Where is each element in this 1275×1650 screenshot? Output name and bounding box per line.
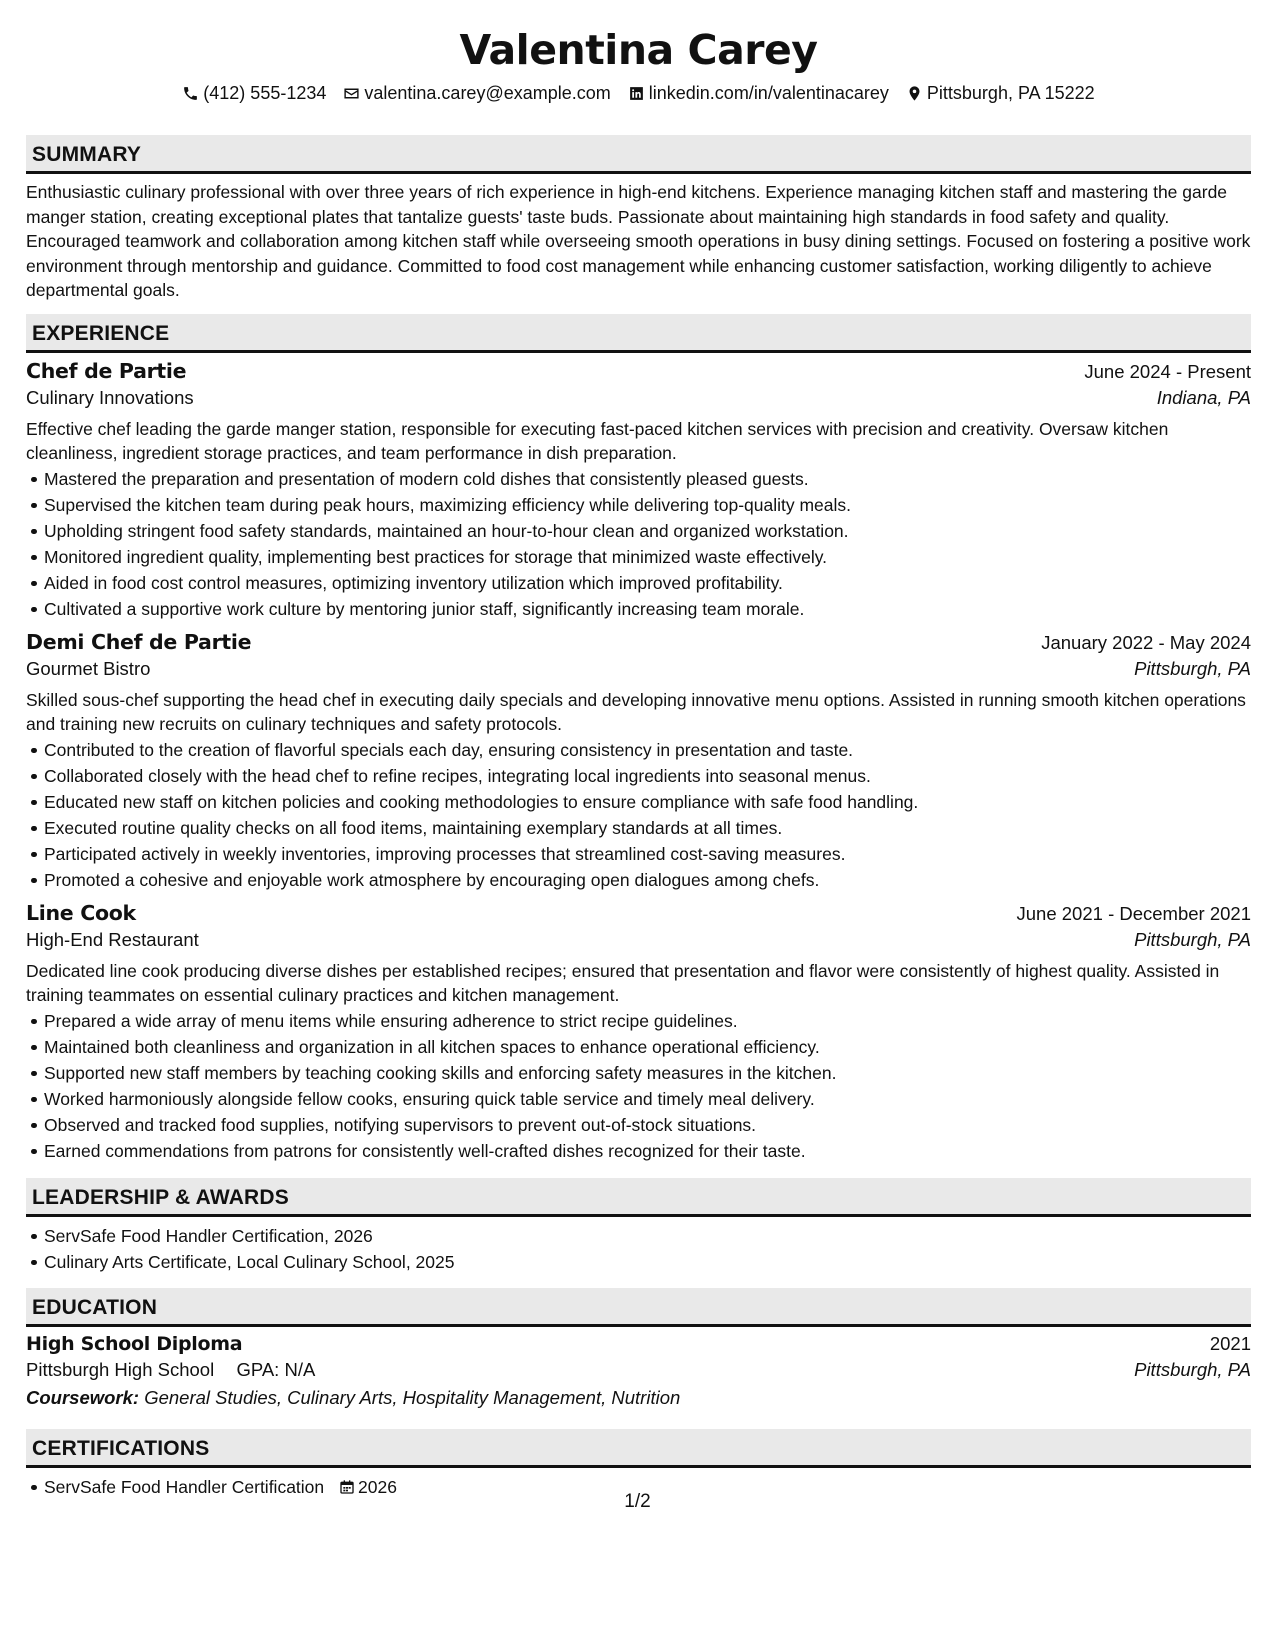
job-bullets — [26, 737, 1251, 893]
list-item: Educated new staff on kitchen policies and cooking methodologies to ensure compliance with safe food handling. — [26, 789, 1251, 815]
map-pin-icon — [906, 85, 923, 102]
list-item: Culinary Arts Certificate, Local Culinary School, 2025 — [26, 1249, 1251, 1275]
contact-bar — [26, 81, 1251, 105]
job-title: Line Cook — [26, 900, 136, 925]
phone-icon — [182, 85, 199, 102]
contact-phone — [182, 83, 326, 104]
job-bullets — [26, 466, 1251, 622]
job-date: June 2024 - Present — [1084, 360, 1251, 382]
job-entry — [26, 901, 1251, 1164]
page-number: 1/2 — [624, 1491, 651, 1512]
job-header — [26, 359, 1251, 383]
experience-heading: EXPERIENCE — [26, 314, 1251, 353]
job-description: Effective chef leading the garde manger station, responsible for executing fast-paced kitchen services with precision and creativity. Oversaw kitchen cleanliness, ingredient storage practices, and team performance in dish preparation. — [26, 418, 1169, 463]
list-item: Upholding stringent food safety standards, maintained an hour-to-hour clean and organized workstation. — [26, 518, 1251, 544]
job-location: Indiana, PA — [1156, 386, 1251, 408]
phone-text: (412) 555-1234 — [203, 82, 327, 103]
contact-linkedin[interactable] — [628, 83, 889, 104]
list-item: ServSafe Food Handler Certification, 2026 — [26, 1223, 1251, 1249]
summary-heading: SUMMARY — [26, 135, 1251, 174]
job-header — [26, 630, 1251, 654]
job-subheader — [26, 929, 1251, 951]
job-description: Skilled sous-chef supporting the head chef in executing daily specials and developing innovative menu options. Assisted in running smooth kitchen operations and training new recruits on culinary techniques and safety protocols. — [26, 689, 1246, 734]
job-date: June 2021 - December 2021 — [1016, 902, 1251, 924]
job-bullets — [26, 1008, 1251, 1164]
education-header — [26, 1333, 1251, 1355]
job-subheader — [26, 658, 1251, 680]
job-header — [26, 901, 1251, 925]
email-text[interactable]: valentina.carey@example.com — [364, 82, 611, 103]
job-description: Dedicated line cook producing diverse dishes per established recipes; ensured that presentation and flavor were consistently of highest quality. Assisted in training teammates on essential culinary practices and kitchen management. — [26, 960, 1220, 1005]
school-line — [26, 1359, 315, 1381]
awards-list — [26, 1223, 1251, 1275]
list-item: Cultivated a supportive work culture by mentoring junior staff, significantly increasing team morale. — [26, 596, 1251, 622]
list-item: Observed and tracked food supplies, notifying supervisors to prevent out-of-stock situations. — [26, 1112, 1251, 1138]
job-date: January 2022 - May 2024 — [1041, 631, 1251, 653]
linkedin-icon — [628, 85, 645, 102]
list-item: Prepared a wide array of menu items while ensuring adherence to strict recipe guidelines. — [26, 1008, 1251, 1034]
coursework-label: Coursework: — [26, 1386, 140, 1408]
school-location: Pittsburgh, PA — [1134, 1358, 1251, 1380]
list-item: Aided in food cost control measures, optimizing inventory utilization which improved profitability. — [26, 570, 1251, 596]
job-title: Chef de Partie — [26, 358, 187, 383]
education-subheader — [26, 1359, 1251, 1381]
certification-date: 2026 — [358, 1476, 397, 1497]
list-item: Executed routine quality checks on all food items, maintaining exemplary standards at all times. — [26, 815, 1251, 841]
summary-text: Enthusiastic culinary professional with over three years of rich experience in high-end kitchens. Experience managing kitchen staff and mastering the garde manger station, creating exceptional plates that tantalize guests' taste buds. Passionate about maintaining high standards in food safety and quality. Encouraged teamwork and collaboration among kitchen staff while overseeing smooth operations in busy dining settings. Focused on fostering a positive work environment through mentorship and guidance. Committed to food cost management while enhancing customer satisfaction, working diligently to achieve departmental goals. — [26, 182, 1251, 300]
list-item: Maintained both cleanliness and organization in all kitchen spaces to enhance operational efficiency. — [26, 1034, 1251, 1060]
envelope-icon — [343, 85, 360, 102]
job-entry — [26, 359, 1251, 622]
job-company: High-End Restaurant — [26, 928, 199, 950]
coursework-line — [26, 1387, 1251, 1409]
list-item: Contributed to the creation of flavorful specials each day, ensuring consistency in presentation and taste. — [26, 737, 1251, 763]
list-item: Monitored ingredient quality, implementing best practices for storage that minimized waste effectively. — [26, 544, 1251, 570]
awards-heading: LEADERSHIP & AWARDS — [26, 1178, 1251, 1217]
list-item: Mastered the preparation and presentation of modern cold dishes that consistently pleased guests. — [26, 466, 1251, 492]
job-title: Demi Chef de Partie — [26, 629, 252, 654]
job-entry — [26, 630, 1251, 893]
job-company: Gourmet Bistro — [26, 657, 151, 679]
certifications-heading: CERTIFICATIONS — [26, 1429, 1251, 1468]
certification-name: ServSafe Food Handler Certification — [44, 1476, 325, 1497]
list-item: Promoted a cohesive and enjoyable work atmosphere by encouraging open dialogues among chefs. — [26, 867, 1251, 893]
list-item: Worked harmoniously alongside fellow cooks, ensuring quick table service and timely meal delivery. — [26, 1086, 1251, 1112]
linkedin-text[interactable]: linkedin.com/in/valentinacarey — [648, 82, 889, 103]
list-item: Participated actively in weekly inventories, improving processes that streamlined cost-saving measures. — [26, 841, 1251, 867]
job-subheader — [26, 387, 1251, 409]
resume-page — [26, 0, 1251, 1500]
education-heading: EDUCATION — [26, 1288, 1251, 1327]
list-item: Collaborated closely with the head chef to refine recipes, integrating local ingredients into seasonal menus. — [26, 763, 1251, 789]
contact-email[interactable] — [343, 83, 610, 104]
gpa: GPA: N/A — [236, 1358, 316, 1380]
list-item: Earned commendations from patrons for consistently well-crafted dishes recognized for their taste. — [26, 1138, 1251, 1164]
coursework-text: General Studies, Culinary Arts, Hospitality Management, Nutrition — [144, 1386, 681, 1408]
degree-title: High School Diploma — [26, 1332, 243, 1355]
list-item: Supervised the kitchen team during peak hours, maximizing efficiency while delivering top-quality meals. — [26, 492, 1251, 518]
job-location: Pittsburgh, PA — [1134, 928, 1251, 950]
graduation-year: 2021 — [1209, 1332, 1251, 1354]
education-entry — [26, 1333, 1251, 1409]
location-text: Pittsburgh, PA 15222 — [926, 82, 1095, 103]
contact-location — [906, 83, 1095, 104]
candidate-name: Valentina Carey — [459, 26, 818, 74]
list-item: Supported new staff members by teaching cooking skills and enforcing safety measures in the kitchen. — [26, 1060, 1251, 1086]
job-company: Culinary Innovations — [26, 386, 194, 408]
job-location: Pittsburgh, PA — [1134, 657, 1251, 679]
school-name: Pittsburgh High School — [26, 1358, 215, 1380]
